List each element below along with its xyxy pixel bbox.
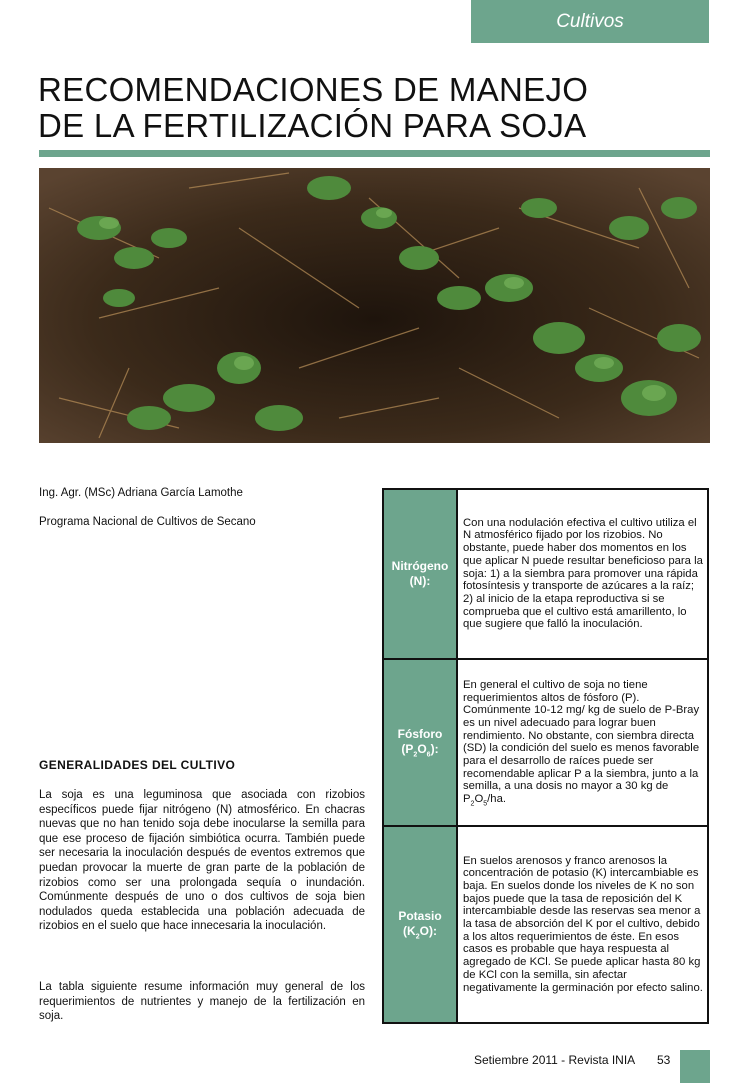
symbol-part: O):	[419, 924, 437, 939]
section-label: Cultivos	[556, 10, 624, 32]
nutrient-symbol	[401, 742, 439, 759]
nutrient-table	[382, 488, 709, 1024]
table-row-phosphorus	[383, 659, 708, 826]
nutrient-text	[457, 659, 708, 826]
footer-accent-block	[680, 1050, 710, 1083]
symbol-part: ):	[430, 742, 439, 757]
body-paragraph-2: La tabla siguiente resume información muy general de los requerimientos de nutrientes y manejo de la fertilización en soja.	[39, 981, 365, 1023]
soybean-photo	[39, 168, 710, 443]
text-subscript: 2	[470, 800, 475, 808]
nutrient-label	[383, 826, 457, 1023]
nutrient-symbol: (N):	[409, 573, 431, 588]
nutrient-name: Potasio	[398, 909, 442, 924]
symbol-subscript: 2	[413, 751, 418, 759]
body-paragraph-1: La soja es una leguminosa que asociada con rizobios específicos puede fijar nitrógeno (N) atmosférico. En chacras nuevas que no han tenido soja debe inocularse la semilla para que ese proceso de fijación simbiótica ocurra. También puede ser necesaria la inoculación después de eventos extremos que puedan provocar la muerte de gran parte de la población de rizobios como ser una prolongada sequía o inundación. Comúnmente después de uno o dos cultivos de soja bien nodulados queda establecida una población adecuada de rizobios en el suelo que hace innecesaria la inoculación.	[39, 789, 365, 933]
nutrient-symbol	[403, 924, 437, 941]
symbol-part: O	[417, 742, 427, 757]
table-row-potassium	[383, 826, 708, 1023]
nutrient-name: Nitrógeno	[391, 558, 449, 573]
symbol-part: (K	[403, 924, 416, 939]
nutrient-name: Fósforo	[397, 727, 443, 742]
symbol-part: (P	[401, 742, 414, 757]
program-name: Programa Nacional de Cultivos de Secano	[39, 516, 256, 528]
nutrient-label	[383, 659, 457, 826]
title-rule	[39, 150, 710, 157]
text-part: En general el cultivo de soja no tiene requerimientos altos de fósforo (P). Comúnmente 10-12 mg/ kg de suelo de P-Bray es un nivel adecuado para lograr buen rendimiento. No obstante, con siembra directa (SD) la condición del suelo es menos favorable para el desarrollo de raíces puede ser recomendable aplicar P a la siembra, junto a la semilla, a una dosis no mayor a 30 kg de P	[463, 678, 700, 806]
text-part: /ha.	[487, 793, 506, 806]
text-subscript: 5	[483, 800, 488, 808]
nutrient-text: En suelos arenosos y franco arenosos la concentración de potasio (K) intercambiable es baja. En suelos donde los niveles de K no son bajos puede que la tasa de reposición del K intercambiable desde las reservas sea menor a la tasa de absorción del K por el cultivo, debido a los altos requerimientos de éste. En esos casos es probable que haya respuesta al agregado de KCl. Se puede aplicar hasta 80 kg de KCl con la semilla, sin afectar negativamente la germinación por efecto salino.	[457, 826, 708, 1023]
author-name: Ing. Agr. (MSc) Adriana García Lamothe	[39, 487, 243, 499]
symbol-subscript: 2	[415, 933, 420, 941]
title-line-2: DE LA FERTILIZACIÓN PARA SOJA	[38, 107, 587, 144]
nutrient-text: Con una nodulación efectiva el cultivo utiliza el N atmosférico fijado por los rizobios. No obstante, puede haber dos momentos en los que aplicar N puede resultar beneficioso para la soja: 1) a la siembra para promover una rápida fotosíntesis y transporte de azúcares a la raíz; 2) al inicio de la etapa reproductiva si se comprueba que el cultivo está amarillento, lo que sugiere que falló la inoculación.	[457, 489, 708, 659]
page-number: 53	[657, 1053, 671, 1067]
nutrient-label	[383, 489, 457, 659]
article-title	[38, 72, 718, 144]
text-part: O	[474, 793, 484, 806]
symbol-subscript: 6	[426, 751, 431, 759]
title-line-1: RECOMENDACIONES DE MANEJO	[38, 71, 589, 108]
section-tab	[471, 0, 709, 43]
table-row-nitrogen	[383, 489, 708, 659]
section-heading: GENERALIDADES DEL CULTIVO	[39, 758, 236, 772]
footer-issue: Setiembre 2011 - Revista INIA	[474, 1053, 636, 1067]
